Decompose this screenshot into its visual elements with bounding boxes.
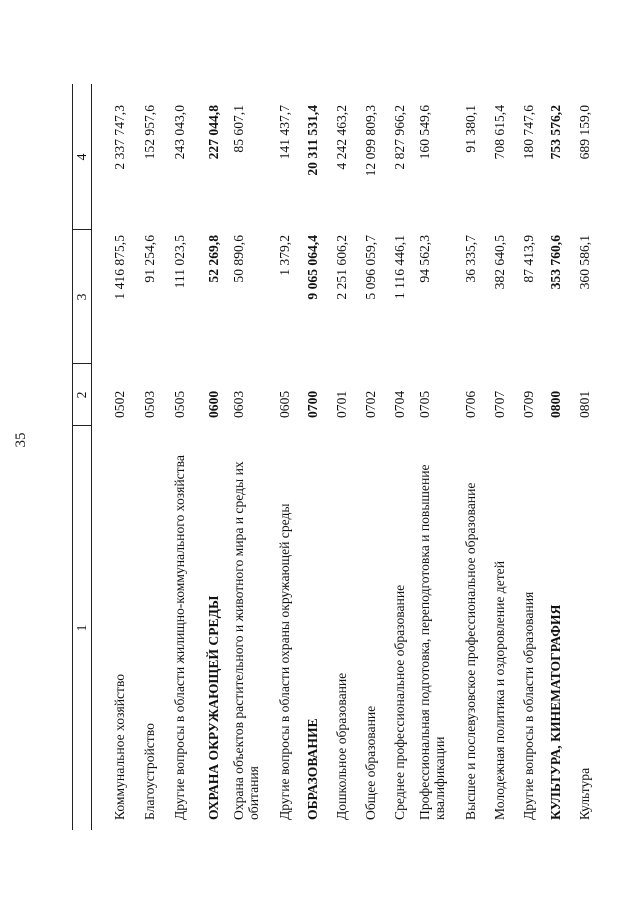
row-value-4: 152 957,6: [142, 105, 157, 160]
row-value-4: 12 099 809,3: [363, 105, 378, 177]
row-name: Благоустройство: [142, 723, 157, 820]
row-value-3: 1 116 446,1: [392, 235, 407, 300]
row-name: Профессиональная подготовка, переподготовка и повышение квалификации: [417, 464, 447, 820]
row-code: 0801: [577, 390, 592, 418]
row-value-4: 4 242 463,2: [334, 105, 349, 170]
row-value-4: 243 043,0: [172, 105, 187, 160]
row-name: Высшее и послевузовское профессиональное образование: [463, 482, 478, 820]
row-value-4: 20 311 531,4: [305, 105, 320, 176]
row-value-3: 87 413,9: [521, 235, 536, 283]
row-value-3: 5 096 059,7: [363, 235, 378, 300]
page-number: 35: [13, 432, 29, 448]
table-header: [72, 84, 92, 830]
row-value-3: 9 065 064,4: [305, 235, 320, 300]
header-col-3: 3: [74, 293, 89, 301]
row-value-4: 180 747,6: [521, 105, 536, 160]
row-name: Культура: [577, 767, 592, 820]
row-name: Коммунальное хозяйство: [112, 673, 127, 820]
row-value-3: 91 254,6: [142, 235, 157, 283]
row-value-4: 753 576,2: [548, 105, 563, 160]
row-value-3: 1 379,2: [277, 235, 292, 276]
row-value-3: 353 760,6: [548, 235, 563, 290]
row-name: Охрана объектов растительного и животного мира и среды их обитания: [231, 461, 261, 820]
row-value-4: 689 159,0: [577, 105, 592, 160]
row-name: ОХРАНА ОКРУЖАЮЩЕЙ СРЕДЫ: [206, 595, 221, 820]
row-name: Другие вопросы в области охраны окружающей среды: [277, 503, 292, 820]
header-col-4: 4: [74, 153, 89, 161]
row-code: 0800: [548, 390, 563, 418]
row-value-3: 382 640,5: [492, 235, 507, 290]
row-value-3: 2 251 606,2: [334, 235, 349, 300]
row-value-3: 1 416 875,5: [112, 235, 127, 300]
row-code: 0707: [492, 390, 507, 418]
row-value-3: 36 335,7: [463, 235, 478, 283]
row-code: 0705: [417, 390, 432, 418]
row-value-4: 91 380,1: [463, 105, 478, 153]
row-value-4: 85 607,1: [231, 105, 246, 153]
row-name: Другие вопросы в области жилищно-коммунального хозяйства: [172, 455, 187, 820]
row-code: 0603: [231, 390, 246, 418]
row-code: 0600: [206, 390, 221, 418]
row-value-4: 227 044,8: [206, 105, 221, 160]
header-col-2: 2: [74, 391, 89, 399]
row-name: КУЛЬТУРА, КИНЕМАТОГРАФИЯ: [548, 604, 563, 820]
row-value-3: 94 562,3: [417, 235, 432, 283]
row-name: Другие вопросы в области образования: [521, 591, 536, 820]
row-value-3: 50 890,6: [231, 235, 246, 283]
row-code: 0503: [142, 390, 157, 418]
row-value-3: 360 586,1: [577, 235, 592, 290]
row-name: Общее образование: [363, 705, 378, 820]
row-value-4: 160 549,6: [417, 105, 432, 160]
header-col-1: 1: [74, 624, 89, 632]
row-code: 0704: [392, 390, 407, 418]
row-value-4: 708 615,4: [492, 105, 507, 160]
row-value-4: 141 437,7: [277, 105, 292, 160]
row-code: 0706: [463, 390, 478, 418]
row-code: 0700: [305, 390, 320, 418]
row-name: Среднее профессиональное образование: [392, 584, 407, 820]
row-value-4: 2 827 966,2: [392, 105, 407, 170]
budget-table: [72, 84, 592, 830]
row-value-3: 52 269,8: [206, 235, 221, 283]
row-code: 0702: [363, 390, 378, 418]
row-code: 0709: [521, 390, 536, 418]
row-value-3: 111 023,5: [172, 235, 187, 289]
row-code: 0701: [334, 390, 349, 418]
row-code: 0502: [112, 390, 127, 418]
row-code: 0605: [277, 390, 292, 418]
row-name: ОБРАЗОВАНИЕ: [305, 718, 320, 820]
row-code: 0505: [172, 390, 187, 418]
row-value-4: 2 337 747,3: [112, 105, 127, 170]
row-name: Дошкольное образование: [334, 672, 349, 820]
row-name: Молодежная политика и оздоровление детей: [492, 561, 507, 820]
